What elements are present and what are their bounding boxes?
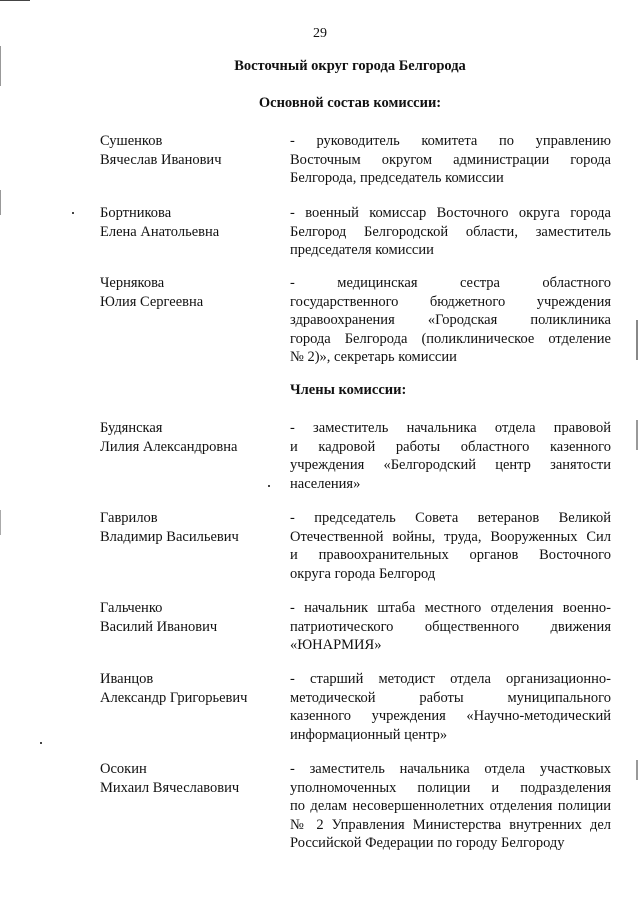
position-line: - заместитель начальника отдела участковых — [290, 761, 611, 777]
position-line: города Белгорода (поликлиническое отделение — [290, 330, 611, 347]
member-given-name: Михаил Вячеславович — [100, 779, 240, 796]
member-given-name: Владимир Васильевич — [100, 528, 239, 545]
scan-edge-mark — [0, 0, 30, 1]
member-name — [100, 599, 280, 636]
scan-speck — [40, 742, 42, 744]
position-line: - заместитель начальника отдела правовой — [290, 420, 611, 436]
members-title: Члены комиссии: — [290, 382, 407, 398]
position-line: казенного учреждения «Научно-методический — [290, 708, 611, 725]
position-line: Российской Федерации по городу Белгороду — [290, 835, 565, 852]
position-line: № 2 Управления Министерства внутренних дел — [290, 816, 611, 833]
position-line: Отечественной войны, труда, Вооруженных Сил — [290, 528, 611, 545]
position-line: «ЮНАРМИЯ» — [290, 637, 382, 654]
scan-speck — [72, 212, 74, 214]
member-name — [100, 760, 280, 797]
member-position — [290, 670, 611, 744]
member-surname: Сушенков — [100, 133, 163, 149]
position-line: здравоохранения «Городская поликлиника — [290, 312, 611, 329]
scan-edge-mark — [0, 510, 1, 535]
member-surname: Осокин — [100, 761, 147, 777]
position-line: - председатель Совета ветеранов Великой — [290, 510, 611, 526]
member-position — [290, 132, 611, 188]
member-surname: Иванцов — [100, 671, 154, 687]
page-number: 29 — [313, 26, 327, 41]
scan-edge-mark — [636, 320, 638, 360]
position-line: уполномоченных полиции и подразделения — [290, 779, 611, 796]
member-surname: Гальченко — [100, 600, 163, 616]
position-line: - старший методист отдела организационно- — [290, 671, 611, 687]
position-line: информационный центр» — [290, 726, 448, 743]
position-line: и кадровой работы областного казенного — [290, 438, 611, 455]
member-position — [290, 419, 611, 493]
member-position — [290, 204, 611, 260]
position-line: - руководитель комитета по управлению — [290, 133, 611, 149]
district-title: Восточный округ города Белгорода — [234, 58, 466, 74]
position-line: патриотического общественного движения — [290, 618, 611, 635]
member-surname: Будянская — [100, 420, 163, 436]
position-line: № 2)», секретарь комиссии — [290, 349, 457, 366]
scan-edge-mark — [636, 420, 638, 450]
position-line: округа города Белгород — [290, 565, 436, 582]
position-line: - начальник штаба местного отделения военно- — [290, 600, 611, 616]
position-line: Белгорода, председатель комиссии — [290, 170, 504, 187]
position-line: населения» — [290, 475, 361, 492]
member-name — [100, 204, 280, 241]
member-surname: Гаврилов — [100, 510, 158, 526]
position-line: государственного бюджетного учреждения — [290, 293, 611, 310]
position-line: по делам несовершеннолетних отделения полиции — [290, 798, 611, 815]
member-position — [290, 599, 611, 655]
position-line: методической работы муниципального — [290, 689, 611, 706]
position-line: председателя комиссии — [290, 242, 434, 259]
member-name — [100, 132, 280, 169]
member-name — [100, 419, 280, 456]
member-given-name: Вячеслав Иванович — [100, 151, 222, 168]
position-line: учреждения «Белгородский центр занятости — [290, 457, 611, 474]
scan-speck — [268, 485, 270, 487]
member-given-name: Василий Иванович — [100, 618, 218, 635]
member-surname: Бортникова — [100, 205, 172, 221]
member-name — [100, 509, 280, 546]
member-name — [100, 670, 280, 707]
member-given-name: Лилия Александровна — [100, 438, 238, 455]
member-given-name: Александр Григорьевич — [100, 689, 248, 706]
main-composition-title: Основной состав комиссии: — [258, 95, 442, 111]
member-surname: Чернякова — [100, 275, 165, 291]
position-line: Белгород Белгородской области, заместитель — [290, 223, 611, 240]
member-position — [290, 760, 611, 853]
member-given-name: Юлия Сергеевна — [100, 293, 204, 310]
position-line: - медицинская сестра областного — [290, 275, 611, 291]
scan-edge-mark — [0, 190, 1, 215]
scan-edge-mark — [0, 46, 1, 86]
position-line: - военный комиссар Восточного округа города — [290, 205, 611, 221]
position-line: Восточным округом администрации города — [290, 151, 611, 168]
scan-edge-mark — [636, 760, 638, 780]
member-position — [290, 274, 611, 367]
member-position — [290, 509, 611, 583]
position-line: и правоохранительных органов Восточного — [290, 547, 611, 564]
member-given-name: Елена Анатольевна — [100, 223, 220, 240]
member-name — [100, 274, 280, 311]
